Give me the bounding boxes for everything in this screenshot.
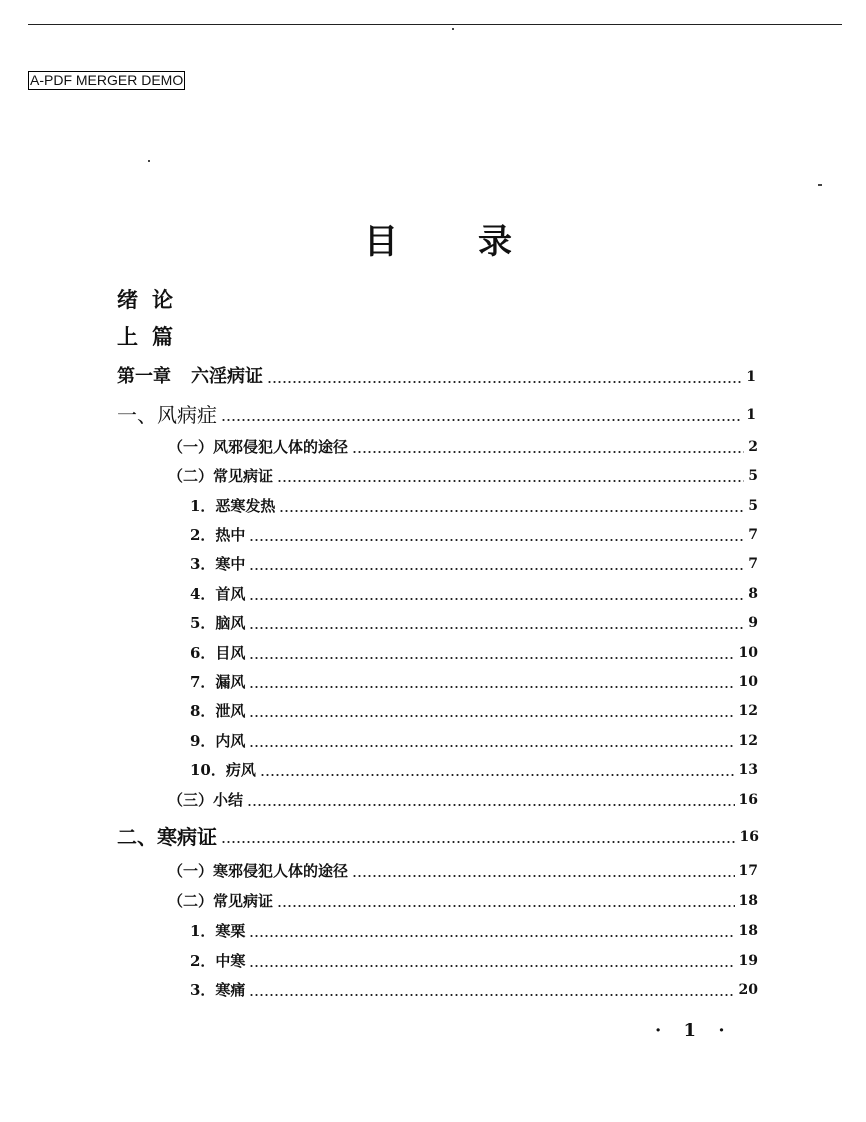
dot-leader xyxy=(249,745,734,747)
toc-entry xyxy=(168,858,758,882)
toc-entry-label: 10．疠风 xyxy=(190,761,256,779)
toc-entry-label xyxy=(117,366,263,388)
dot-leader xyxy=(249,965,734,967)
dot-leader xyxy=(249,686,734,688)
toc-entry-label: （二）常见病证 xyxy=(168,467,274,485)
dot-leader xyxy=(277,480,744,482)
scan-speck xyxy=(148,160,150,162)
toc-entry-label: （三）小结 xyxy=(168,791,244,809)
toc-entry xyxy=(168,463,758,487)
chapter-title: 六淫病证 xyxy=(191,366,263,387)
dot-leader xyxy=(279,510,744,512)
heading-part: 上篇 xyxy=(117,324,187,349)
toc-entry xyxy=(190,640,758,664)
toc-entry xyxy=(168,787,758,811)
toc-entry xyxy=(190,918,758,942)
toc-entry xyxy=(190,698,758,722)
title-char-2: 录 xyxy=(478,222,512,262)
toc-entry-page: 7 xyxy=(748,527,758,543)
toc-entry-label: 二、寒病证 xyxy=(117,825,217,849)
toc-entry xyxy=(190,728,758,752)
dot-leader xyxy=(249,598,744,600)
toc-entry-page: 13 xyxy=(738,762,758,778)
toc-entry-page: 7 xyxy=(748,556,758,572)
dot-leader xyxy=(352,875,735,877)
toc-entry xyxy=(190,522,758,546)
toc-entry xyxy=(190,581,758,605)
toc-entry-page: 18 xyxy=(738,893,758,909)
toc-entry-page: 2 xyxy=(748,439,758,455)
toc-entry-label: 8．泄风 xyxy=(190,702,246,720)
toc-entry-page: 5 xyxy=(748,468,758,484)
toc-entry-page: 1 xyxy=(746,369,756,385)
scan-speck xyxy=(818,184,822,186)
dot-leader xyxy=(221,419,742,421)
toc-entry xyxy=(190,669,758,693)
toc-entry-label: 7．漏风 xyxy=(190,673,246,691)
dot-leader xyxy=(249,715,734,717)
toc-entry-label: 4．首风 xyxy=(190,585,246,603)
toc-entry-page: 1 xyxy=(746,407,756,423)
heading-intro: 绪论 xyxy=(117,287,187,312)
toc-entry-page: 10 xyxy=(738,674,758,690)
dot-leader xyxy=(352,451,744,453)
dot-leader xyxy=(267,381,742,383)
toc-entry-page: 12 xyxy=(738,703,758,719)
toc-entry xyxy=(168,434,758,458)
toc-entry-page: 17 xyxy=(738,863,758,879)
watermark-label: A-PDF MERGER DEMO xyxy=(30,72,184,88)
scan-speck xyxy=(452,28,454,30)
toc-entry-label: 一、风病症 xyxy=(117,403,217,427)
toc-entry xyxy=(190,757,758,781)
dot-leader xyxy=(221,841,736,843)
dot-leader xyxy=(249,994,734,996)
toc-entry-page: 5 xyxy=(748,498,758,514)
dot-leader xyxy=(249,627,744,629)
toc-entry-label: （二）常见病证 xyxy=(168,892,274,910)
toc-entry-label: 9．内风 xyxy=(190,732,246,750)
toc-entry xyxy=(190,551,758,575)
toc-entry-label: 2．中寒 xyxy=(190,952,246,970)
toc-entry-page: 16 xyxy=(738,792,758,808)
toc-entry xyxy=(190,493,758,517)
toc-entry xyxy=(190,610,758,634)
toc-entry-label: 1．恶寒发热 xyxy=(190,497,276,515)
dot-leader xyxy=(249,539,744,541)
toc-entry-page: 18 xyxy=(738,923,758,939)
toc-entry-page: 19 xyxy=(738,953,758,969)
toc-entry xyxy=(117,364,756,388)
toc-entry-page: 16 xyxy=(739,829,759,845)
toc-entry-label: 6．目风 xyxy=(190,644,246,662)
toc-entry-page: 9 xyxy=(748,615,758,631)
toc-entry-label: 1．寒栗 xyxy=(190,922,246,940)
toc-entry xyxy=(190,977,758,1001)
footer-page-number: · 1 · xyxy=(655,1020,733,1041)
page-title xyxy=(0,222,866,266)
toc-entry-label: （一）风邪侵犯人体的途径 xyxy=(168,438,349,456)
dot-leader xyxy=(260,774,735,776)
title-char-1: 目 xyxy=(364,222,398,262)
top-rule xyxy=(28,24,842,25)
toc-entry-label: 2．热中 xyxy=(190,526,246,544)
toc-entry-page: 12 xyxy=(738,733,758,749)
dot-leader xyxy=(249,935,734,937)
toc-entry-page: 10 xyxy=(738,645,758,661)
toc-entry xyxy=(117,824,759,848)
toc-entry xyxy=(168,888,758,912)
toc-entry xyxy=(190,948,758,972)
toc-entry-label: 5．脑风 xyxy=(190,614,246,632)
dot-leader xyxy=(277,905,735,907)
dot-leader xyxy=(249,657,734,659)
toc-entry xyxy=(117,402,756,426)
dot-leader xyxy=(247,804,735,806)
toc-entry-page: 8 xyxy=(748,586,758,602)
toc-entry-label: 3．寒中 xyxy=(190,555,246,573)
chapter-number: 第一章 xyxy=(117,366,171,387)
dot-leader xyxy=(249,568,744,570)
toc-entry-page: 20 xyxy=(738,982,758,998)
toc-entry-label: （一）寒邪侵犯人体的途径 xyxy=(168,862,349,880)
toc-entry-label: 3．寒痛 xyxy=(190,981,246,999)
